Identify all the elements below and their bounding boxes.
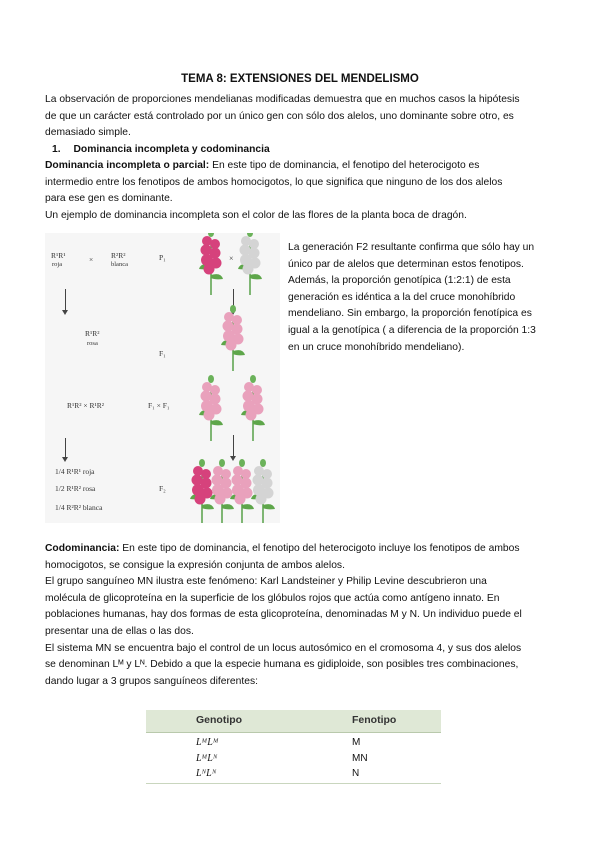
- text-line: mendeliano. Sin embargo, la proporción fenotípica es: [288, 308, 532, 320]
- genotype-label: R²R²: [111, 251, 126, 260]
- table-bottom-rule: [146, 783, 441, 784]
- genotype-cell: LᴺLᴺ: [196, 768, 217, 779]
- text-line: molécula de glicoproteína en la superficie de los glóbulos rojos que actúa como antígeno innato. En: [45, 592, 500, 604]
- phenotype-cell: M: [352, 737, 361, 748]
- phenotype-label: blanca: [111, 261, 128, 268]
- section-title: Dominancia incompleta y codominancia: [73, 144, 270, 155]
- text-line: intermedio entre los fenotipos de ambos homocigotos, lo que significa que ninguno de los dos alelos: [45, 176, 503, 188]
- phenotype-label: rosa: [87, 340, 98, 347]
- codominance-paragraph: [45, 541, 557, 690]
- table-row: [146, 752, 441, 768]
- snapdragon-cross-figure: [45, 233, 280, 523]
- term-codominance: Codominancia:: [45, 543, 120, 554]
- text-line: En este tipo de dominancia, el fenotipo del heterocigoto es: [209, 160, 480, 171]
- text-line: en un cruce monohíbrido mendeliano).: [288, 341, 465, 353]
- genotype-cell: LᴹLᴺ: [196, 752, 218, 764]
- pink-flower: [221, 305, 245, 371]
- flower-drawings: [45, 233, 280, 523]
- text-line: dando lugar a 3 grupos sanguíneos diferentes:: [45, 675, 258, 687]
- text-line: homocigotos, se consigue la expresión conjunta de ambos alelos.: [45, 559, 345, 571]
- generation-label: P₁: [159, 253, 166, 262]
- ratio-row: 1/4 R¹R¹ roja: [55, 467, 95, 476]
- text-line: generación es idéntica a la del cruce monohíbrido: [288, 291, 516, 303]
- pink-flower: [241, 375, 265, 441]
- section-heading: [52, 142, 564, 159]
- intro-paragraph: [45, 92, 557, 142]
- generation-label: F₁: [159, 349, 166, 358]
- column-header: Genotipo: [196, 714, 243, 726]
- generation-label: F₂: [159, 484, 166, 493]
- pink-flower: [230, 459, 254, 523]
- text-line: En este tipo de dominancia, el fenotipo del heterocigoto incluye los fenotipos de ambos: [119, 543, 520, 554]
- intro-line: de que un carácter está controlado por un único gen con sólo dos alelos, uno dominante sobre otro, es: [45, 110, 514, 122]
- phenotype-cell: MN: [352, 752, 368, 764]
- column-header: Fenotipo: [352, 714, 397, 726]
- table-header: [146, 710, 441, 733]
- genotype-cell: LᴹLᴹ: [196, 737, 219, 748]
- cross-symbol: ×: [89, 255, 94, 264]
- incomplete-dominance-paragraph: [45, 158, 557, 224]
- phenotype-label: roja: [52, 261, 63, 268]
- white-flower: [251, 459, 275, 523]
- text-line: El sistema MN se encuentra bajo el control de un locus autosómico en el cromosoma 4, y sus dos alelos: [45, 642, 522, 654]
- intro-line: demasiado simple.: [45, 127, 131, 139]
- intro-line: La observación de proporciones mendelianas modificadas demuestra que en muchos casos la hipótesis: [45, 94, 520, 105]
- genotype-cross: R¹R² × R¹R²: [67, 401, 104, 410]
- red-flower: [199, 233, 223, 295]
- section-number: 1.: [52, 144, 61, 155]
- genotype-label: R¹R²: [85, 329, 100, 338]
- f2-explanation: [288, 240, 560, 356]
- white-flower: [238, 233, 262, 295]
- phenotype-cell: N: [352, 768, 360, 779]
- text-line: El grupo sanguíneo MN ilustra este fenómeno: Karl Landsteiner y Philip Levine descubrieron una: [45, 576, 487, 588]
- text-line: La generación F2 resultante confirma que sólo hay un: [288, 242, 535, 253]
- text-line: Además, la proporción genotípica (1:2:1) de esta: [288, 275, 511, 287]
- pink-flower: [210, 459, 234, 523]
- cross-symbol: ×: [229, 254, 234, 263]
- page-title: TEMA 8: EXTENSIONES DEL MENDELISMO: [181, 73, 419, 85]
- table-row: [146, 767, 441, 783]
- ratio-row: 1/4 R²R² blanca: [55, 503, 103, 512]
- text-line: igual a la genotípica ( a diferencia de la proporción 1:3: [288, 324, 536, 336]
- ratio-row: 1/2 R¹R² rosa: [55, 484, 96, 493]
- text-line: poblaciones humanas, hay dos formas de esta glicoproteína, denominadas M y N. Un individuo puede el: [45, 609, 522, 621]
- text-line: para ese gen es dominante.: [45, 193, 173, 205]
- text-line: Un ejemplo de dominancia incompleta son el color de las flores de la planta boca de dragón.: [45, 209, 467, 221]
- term-incomplete: Dominancia incompleta o parcial:: [45, 160, 210, 171]
- generation-label: F₁ × F₁: [148, 401, 170, 410]
- mn-blood-group-table: [146, 710, 441, 784]
- genotype-label: R¹R¹: [51, 251, 66, 260]
- table-row: [146, 736, 441, 752]
- text-line: presentar una de ellas o las dos.: [45, 625, 194, 637]
- text-line: se denominan Lᴹ y Lᴺ. Debido a que la especie humana es gidiploide, son posibles tres combinaciones,: [45, 659, 519, 671]
- text-line: único par de alelos que determinan estos fenotipos.: [288, 258, 524, 270]
- red-flower: [190, 459, 214, 523]
- pink-flower: [199, 375, 223, 441]
